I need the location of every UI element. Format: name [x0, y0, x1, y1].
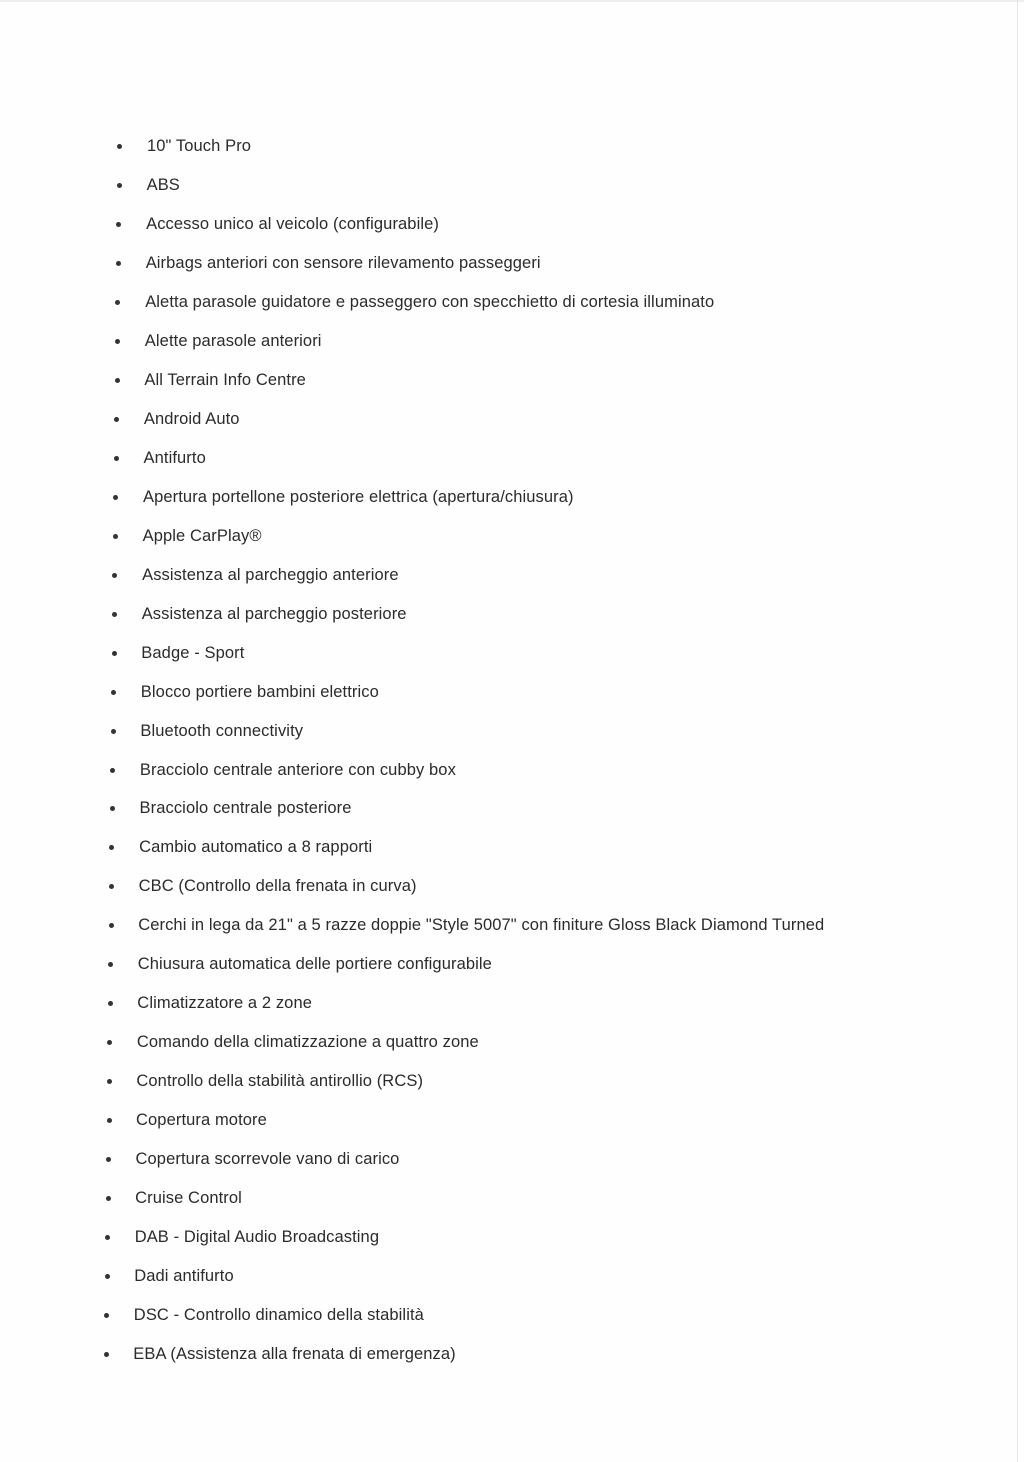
- bullet-icon: [110, 768, 115, 773]
- feature-text: Climatizzatore a 2 zone: [137, 994, 313, 1013]
- feature-text: 10" Touch Pro: [147, 137, 252, 155]
- list-item: [0, 634, 1000, 673]
- feature-text: Alette parasole anteriori: [144, 331, 322, 350]
- feature-text: Assistenza al parcheggio anteriore: [142, 565, 399, 584]
- list-item: [0, 556, 1000, 595]
- bullet-icon: [117, 144, 122, 149]
- feature-text: DAB - Digital Audio Broadcasting: [134, 1228, 380, 1247]
- bullet-icon: [112, 651, 117, 656]
- feature-text: CBC (Controllo della frenata in curva): [138, 877, 417, 896]
- feature-text: Android Auto: [143, 409, 240, 428]
- bullet-icon: [108, 1001, 113, 1006]
- bullet-icon: [107, 1118, 112, 1123]
- bullet-icon: [115, 339, 120, 344]
- feature-text: Comando della climatizzazione a quattro zone: [136, 1033, 479, 1052]
- feature-text: All Terrain Info Centre: [144, 370, 306, 389]
- list-item: [0, 595, 1000, 634]
- feature-text: Antifurto: [143, 448, 206, 467]
- list-item: [0, 361, 1000, 400]
- feature-text: Dadi antifurto: [134, 1267, 234, 1286]
- bullet-icon: [105, 1274, 110, 1279]
- bullet-icon: [111, 729, 116, 734]
- feature-list: [0, 127, 1000, 1374]
- list-item: [0, 1062, 1000, 1101]
- list-item: [0, 244, 1000, 283]
- bullet-icon: [104, 1352, 109, 1357]
- bullet-icon: [111, 690, 116, 695]
- list-item: [0, 127, 1000, 166]
- feature-text: Copertura motore: [136, 1111, 267, 1130]
- feature-text: Blocco portiere bambini elettrico: [140, 682, 379, 701]
- list-item: [0, 1257, 1000, 1296]
- list-item: [0, 673, 1000, 712]
- bullet-icon: [113, 495, 118, 500]
- page-top-edge: [0, 0, 1024, 2]
- list-item: [0, 984, 1000, 1023]
- feature-text: Apple CarPlay®: [142, 526, 262, 545]
- feature-text: ABS: [146, 175, 180, 194]
- bullet-icon: [109, 845, 114, 850]
- feature-text: Bracciolo centrale anteriore con cubby box: [139, 760, 456, 779]
- list-item: [0, 1335, 1000, 1374]
- feature-text: Assistenza al parcheggio posteriore: [141, 604, 407, 623]
- bullet-icon: [116, 261, 121, 266]
- feature-text: Aletta parasole guidatore e passeggero con specchietto di cortesia illuminato: [145, 292, 715, 311]
- list-item: [0, 1218, 1000, 1257]
- list-item: [0, 828, 1000, 867]
- list-item: [0, 906, 1000, 945]
- list-item: [0, 1179, 1000, 1218]
- bullet-icon: [108, 962, 113, 967]
- list-item: [0, 867, 1000, 906]
- list-item: [0, 1296, 1000, 1335]
- feature-text: Badge - Sport: [141, 643, 245, 662]
- bullet-icon: [110, 806, 115, 811]
- bullet-icon: [114, 456, 119, 461]
- feature-text: Copertura scorrevole vano di carico: [135, 1150, 400, 1169]
- feature-text: Bluetooth connectivity: [140, 721, 304, 740]
- feature-text: Apertura portellone posteriore elettrica (apertura/chiusura): [143, 487, 574, 506]
- list-item: [0, 205, 1000, 244]
- bullet-icon: [104, 1313, 109, 1318]
- bullet-icon: [106, 1196, 111, 1201]
- bullet-icon: [114, 417, 119, 422]
- feature-text: Airbags anteriori con sensore rilevamento passeggeri: [145, 253, 541, 272]
- list-item: [0, 751, 1000, 790]
- list-item: [0, 283, 1000, 322]
- feature-text: Bracciolo centrale posteriore: [139, 799, 352, 818]
- bullet-icon: [105, 1235, 110, 1240]
- bullet-icon: [117, 183, 122, 188]
- list-item: [0, 400, 1000, 439]
- list-item: [0, 945, 1000, 984]
- page-right-edge: [1017, 0, 1018, 1462]
- bullet-icon: [113, 534, 118, 539]
- feature-text: Cambio automatico a 8 rapporti: [139, 838, 373, 857]
- feature-text: Chiusura automatica delle portiere configurabile: [137, 955, 492, 974]
- list-item: [0, 439, 1000, 478]
- list-item: [0, 1101, 1000, 1140]
- feature-text: Accesso unico al veicolo (configurabile): [146, 214, 439, 233]
- bullet-icon: [115, 378, 120, 383]
- list-item: [0, 789, 1000, 828]
- list-item: [0, 478, 1000, 517]
- list-item: [0, 1023, 1000, 1062]
- bullet-icon: [116, 222, 121, 227]
- feature-text: Cerchi in lega da 21" a 5 razze doppie "Style 5007" con finiture Gloss Black Diamond Turned: [138, 916, 825, 935]
- bullet-icon: [109, 884, 114, 889]
- bullet-icon: [107, 1040, 112, 1045]
- list-item: [0, 1140, 1000, 1179]
- feature-text: EBA (Assistenza alla frenata di emergenza): [133, 1345, 456, 1364]
- list-item: [0, 517, 1000, 556]
- feature-text: Controllo della stabilità antirollio (RCS): [136, 1072, 424, 1091]
- bullet-icon: [109, 923, 114, 928]
- list-item: [0, 166, 1000, 205]
- bullet-icon: [115, 300, 120, 305]
- bullet-icon: [107, 1079, 112, 1084]
- bullet-icon: [106, 1157, 111, 1162]
- bullet-icon: [112, 573, 117, 578]
- feature-text: Cruise Control: [135, 1189, 242, 1208]
- feature-text: DSC - Controllo dinamico della stabilità: [133, 1306, 424, 1325]
- bullet-icon: [112, 612, 117, 617]
- list-item: [0, 322, 1000, 361]
- list-item: [0, 712, 1000, 751]
